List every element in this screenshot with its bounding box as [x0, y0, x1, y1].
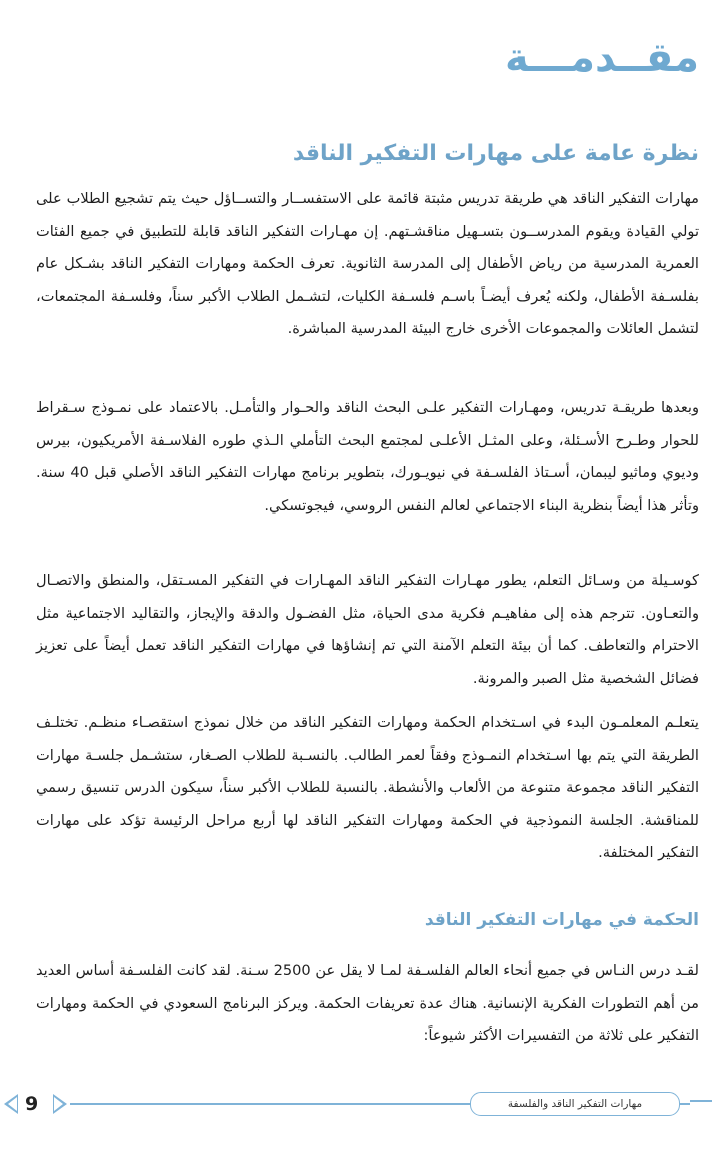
- chapter-title: مقــدمـــة: [504, 35, 699, 81]
- right-arrow-icon: [53, 1094, 67, 1114]
- paragraph-wisdom: لقـد درس النـاس في جميع أنحاء العالم الفلسـفة لمـا لا يقل عن 2500 سـنة. لقد كانت الفلسـفة أساس العديد من أهم التطورات الفكرية الإنسانية. هناك عدة تعريفات الحكمة. ويركز البرنامج السعودي في الحكمة ومهارات التفكير على ثلاثة من التفسيرات الأكثر شيوعاً:: [36, 962, 699, 1044]
- subsection-title: الحكمة في مهارات التفكير الناقد: [424, 910, 699, 930]
- paragraph-history: وبعدها طريقـة تدريس، ومهـارات التفكير علـى البحث الناقد والحـوار والتأمـل. بالاعتماد على نمـوذج سـقراط للحوار وطـرح الأسـئلة، وعلى المثـل الأعلـى لمجتمع البحث التأملي الـذي طوره الفلاسـفة الأمريكيون، بيرس وديوي وماثيو ليبمان، أسـتاذ الفلسـفة في نيويـورك، بتطوير برنامج مهارات التفكير الناقد الأصلي قبل 40 سنة. وتأثر هذا أيضاً بنظرية البناء الاجتماعي لعالم النفس الروسي، فيجوتسكي.: [36, 399, 699, 514]
- page-footer: [0, 1086, 719, 1122]
- footer-rule-left: [70, 1103, 470, 1105]
- paragraph-learning-skills: كوسـيلة من وسـائل التعلم، يطور مهـارات التفكير الناقد المهـارات في التفكير المسـتقل، والمنطق والاتصـال والتعـاون. تترجم هذه إلى مفاهيـم فكرية مدى الحياة، مثل الفضـول والدقة والإيجاز، والتقاليد الاجتماعية مثل الاحترام والتعاطف. كما أن بيئة التعلم الآمنة التي تم إنشاؤها في مهارات التفكير الناقد تعمل أيضاً على تعزيز فضائل الشخصية مثل الصبر والمرونة.: [36, 572, 699, 687]
- page-number: 9: [25, 1093, 39, 1115]
- paragraph-overview: مهارات التفكير الناقد هي طريقة تدريس مثبتة قائمة على الاستفســار والتســاؤل حيث يتم تشجيع الطلاب على تولي القيادة ويقوم المدرســون بتسـهيل مناقشـتهم. إن مهـارات التفكير الناقد قابلة للتطبيق في جميع الفئات العمرية المدرسية من رياض الأطفال إلى المدرسة الثانوية. تعرف الحكمة ومهارات التفكير الناقد بشـكل عام بفلسـفة الأطفال، ولكنه يُعرف أيضـاً باسـم فلسـفة الكليات، لتشـمل الطلاب الأكبر سناً، وفلسـفة المجتمعات، لتشمل العائلات والمجموعات الأخرى خارج البيئة المدرسية المباشرة.: [36, 190, 699, 337]
- left-arrow-icon: [4, 1094, 18, 1114]
- paragraph-teaching-model: يتعلـم المعلمـون البدء في اسـتخدام الحكمة ومهارات التفكير الناقد من خلال نموذج استقصـاء منظـم. تختلـف الطريقة التي يتم بها اسـتخدام النمـوذج وفقاً لعمر الطالب. بالنسـبة للطلاب الصـغار، ستشـمل جلسـة مهارات التفكير الناقد مجموعة متنوعة من الألعاب والأنشطة. بالنسبة للطلاب الأكبر سناً، سيكون الدرس تنسيق رسمي للمناقشة. الجلسة النموذجية في الحكمة ومهارات التفكير الناقد لها أربع مراحل الرئيسة تؤكد على مهارات التفكير المختلفة.: [36, 714, 699, 861]
- footer-end-mark: [690, 1100, 712, 1110]
- book-title-label: مهارات التفكير الناقد والفلسفة: [470, 1092, 680, 1116]
- section-title: نظرة عامة على مهارات التفكير الناقد: [292, 141, 699, 166]
